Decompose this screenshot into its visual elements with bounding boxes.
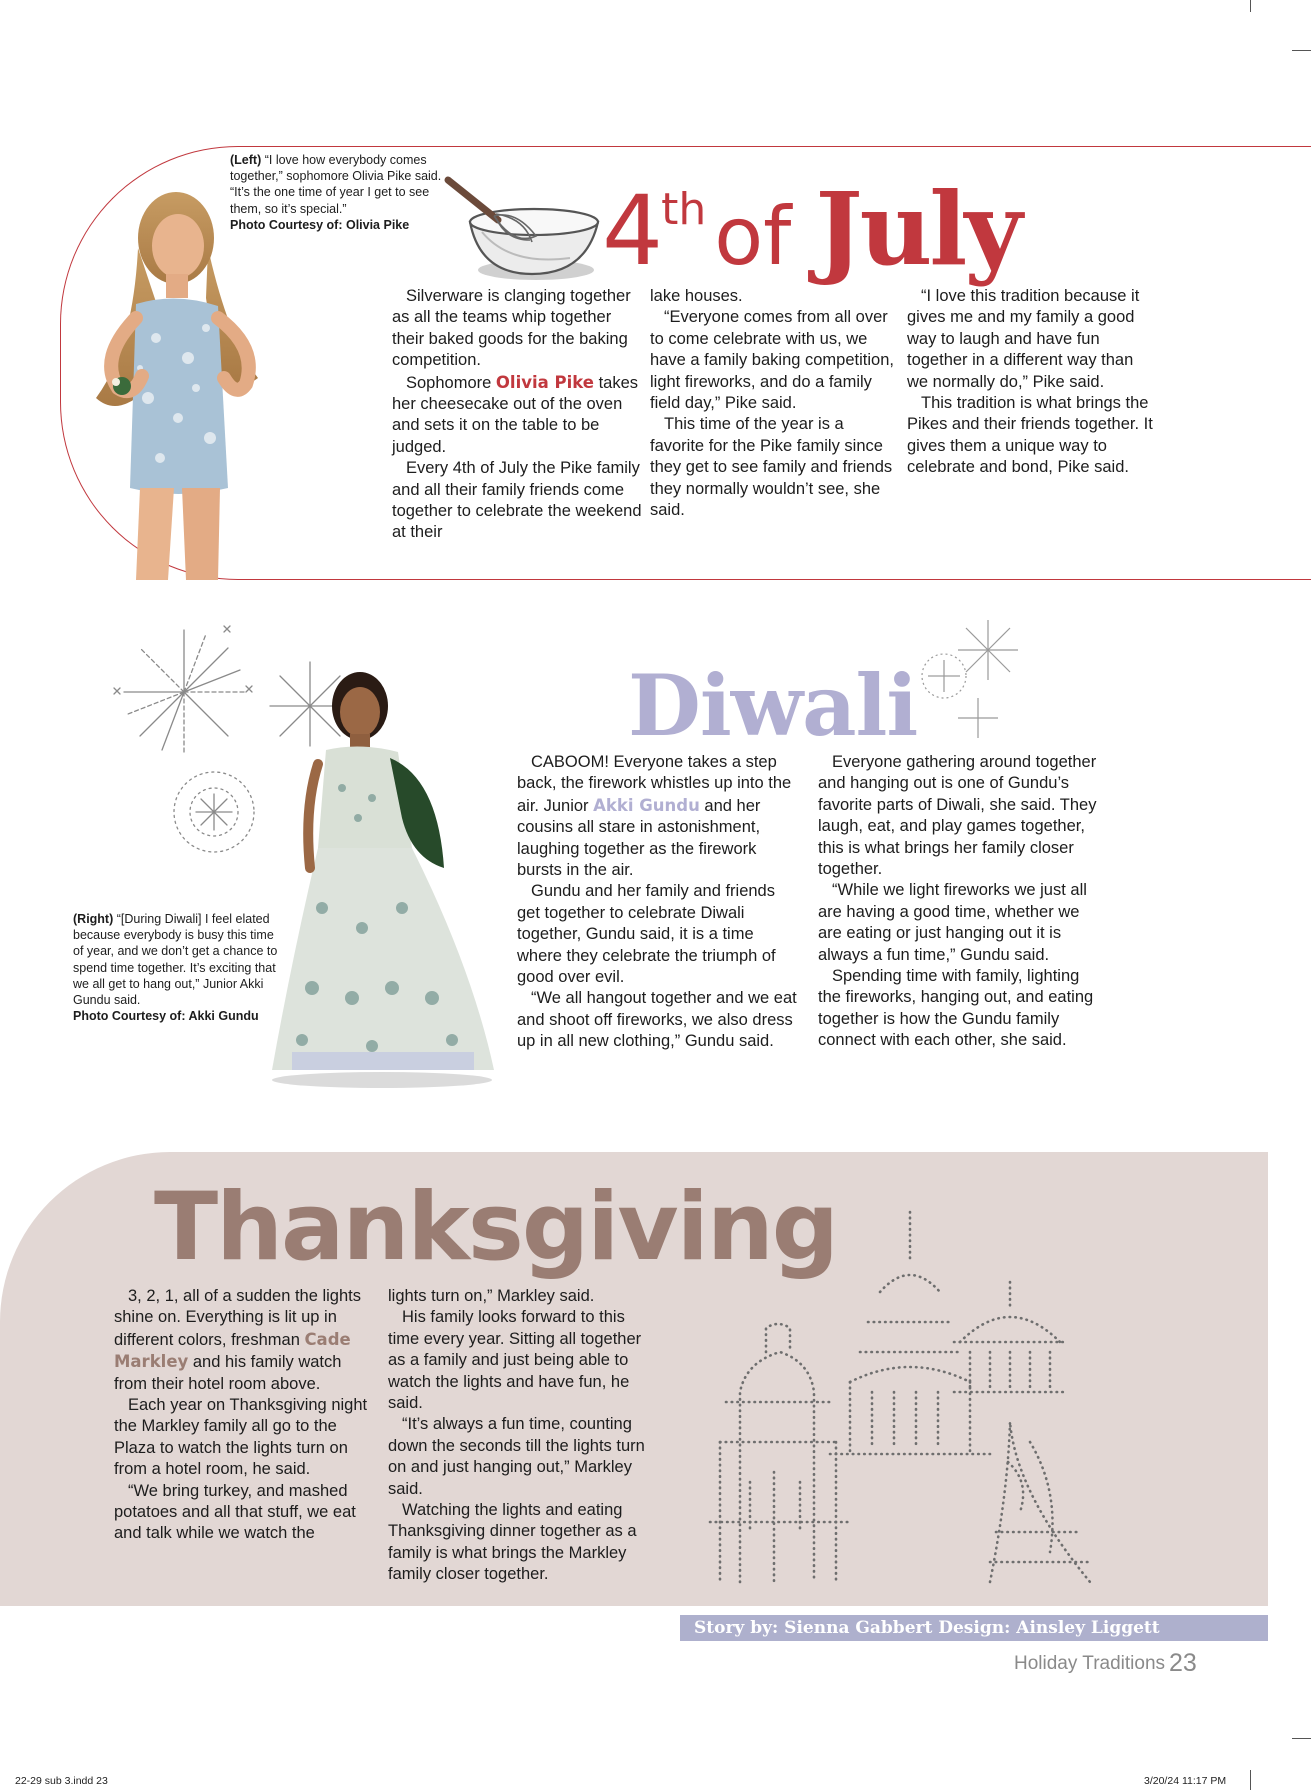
plaza-lights-illustration: [690, 1192, 1120, 1612]
text-run: Sophomore: [406, 373, 496, 392]
paragraph: “We bring turkey, and mashed potatoes and all that stuff, we eat and talk while we watch the: [114, 1481, 356, 1543]
paragraph: Spending time with family, lighting the fireworks, hanging out, and eating together is how the Gundu family connect with each other, she said.: [818, 967, 1094, 1050]
olivia-pike-photo: [78, 188, 318, 584]
paragraph: “It’s always a fun time, counting down the seconds till the lights turn on and just hanging out,” Markley said.: [388, 1415, 645, 1498]
student-name: Akki Gundu: [593, 795, 700, 815]
paragraph: Each year on Thanksgiving night the Markley family all go to the Plaza to watch the lights turn on from a hotel room, he said.: [114, 1396, 368, 1479]
caption-quote: “[During Diwali] I feel elated because everybody is busy this time of year, and we don’t get a chance to spend time together. It’s exciting that we all get to hang out,” Junior Akki Gundu said.: [73, 912, 278, 1008]
section-label: Holiday Traditions: [1014, 1653, 1166, 1674]
text-run: takes her cheesecake out of the oven and sets it on the table to be judged.: [392, 373, 639, 456]
crop-mark: [1250, 1770, 1251, 1790]
caption-lead: (Right): [73, 912, 114, 926]
firework-doodle-icon: [900, 618, 1030, 748]
story-design-credits: Story by: Sienna Gabbert Design: Ainsley Liggett: [694, 1618, 1160, 1638]
paragraph: [517, 752, 802, 881]
page-number: 23: [1169, 1649, 1197, 1677]
whisk-bowl-icon: [440, 170, 610, 290]
slug-timestamp: 3/20/24 11:17 PM: [1144, 1775, 1227, 1787]
paragraph: lake houses.: [650, 287, 743, 305]
photo-credit: Photo Courtesy of: Akki Gundu: [73, 1009, 259, 1024]
text-run: 3, 2, 1, all of a sudden the lights shine on. Everything is lit up in different colors, freshman: [114, 1287, 361, 1349]
slug-file-info: 22-29 sub 3.indd 23: [15, 1775, 108, 1787]
paragraph: “Everyone comes from all over to come celebrate with us, we have a family baking competition, light fireworks, and do a family field day,” Pike said.: [650, 308, 894, 413]
paragraph: lights turn on,” Markley said.: [388, 1287, 595, 1305]
diwali-photo-caption: [73, 911, 283, 1024]
july-column-1: [392, 286, 642, 544]
text-run: and her cousins all stare in astonishment, laughing together as the firework bursts in the air.: [517, 796, 761, 880]
paragraph: His family looks forward to this time every year. Sitting all together as a family and just being able to watch the lights and have fun, he said.: [388, 1308, 642, 1413]
paragraph: This tradition is what brings the Pikes and their friends together. It gives them a unique way to celebrate and bond, Pike said.: [907, 394, 1153, 477]
diwali-title: Diwali: [628, 656, 918, 755]
july-photo-caption: [230, 152, 448, 233]
crop-mark: [1292, 1738, 1311, 1739]
caption-quote: “I love how everybody comes together,” sophomore Olivia Pike said. “It’s the one time of year I get to see them, so it’s special.”: [230, 153, 442, 216]
caption-lead: (Left): [230, 153, 262, 167]
paragraph: Every 4th of July the Pike family and all their family friends come together to celebrate the weekend at their: [392, 459, 642, 542]
paragraph: “We all hangout together and we eat and shoot off fireworks, we also dress up in all new clothing,” Gundu said.: [517, 989, 797, 1051]
title-superscript: th: [661, 184, 707, 235]
crop-mark: [1250, 0, 1251, 12]
diwali-column-1: [517, 752, 802, 1053]
thanksgiving-column-1: [114, 1286, 374, 1545]
thanksgiving-column-2: [388, 1286, 653, 1586]
diwali-column-2: [818, 752, 1103, 1052]
paragraph: “While we light fireworks we just all are having a good time, whether we are eating or just hanging out it is always a fun time,” Gundu said.: [818, 881, 1087, 964]
thanksgiving-title: Thanksgiving: [154, 1173, 838, 1282]
akki-gundu-photo: [262, 668, 502, 1088]
text-run: CABOOM! Everyone takes a step back, the firework whistles up into the air. Junior: [517, 753, 792, 815]
paragraph: [114, 1286, 374, 1395]
photo-credit: Photo Courtesy of: Olivia Pike: [230, 217, 410, 232]
crop-mark: [1292, 50, 1311, 51]
student-name: Cade Markley: [114, 1329, 351, 1372]
paragraph: Silverware is clanging together as all the teams whip together their baked goods for the baking competition.: [392, 287, 631, 370]
title-number: 4: [602, 175, 662, 287]
july-column-2: [650, 286, 900, 521]
paragraph: This time of the year is a favorite for the Pike family since they get to see family and friends they normally wouldn’t see, she said.: [650, 415, 893, 520]
paragraph: [392, 372, 642, 459]
paragraph: Gundu and her family and friends get together to celebrate Diwali together, Gundu said, it is a time where they celebrate the triumph of good over evil.: [517, 882, 776, 987]
student-name: Olivia Pike: [495, 372, 594, 392]
text-run: and his family watch from their hotel room above.: [114, 1353, 342, 1393]
july-column-3: [907, 286, 1157, 479]
paragraph: Watching the lights and eating Thanksgiving dinner together as a family is what brings the Markley family closer together.: [388, 1501, 637, 1584]
title-july-word: July: [815, 170, 1020, 288]
paragraph: “I love this tradition because it gives me and my family a good way to laugh and have fun together in a different way than we normally do,” Pike said.: [907, 287, 1140, 391]
title-of: of: [714, 190, 792, 283]
paragraph: Everyone gathering around together and hanging out is one of Gundu’s favorite parts of Diwali, she said. They laugh, eat, and play games together, this is what brings her family closer together.: [818, 753, 1097, 879]
